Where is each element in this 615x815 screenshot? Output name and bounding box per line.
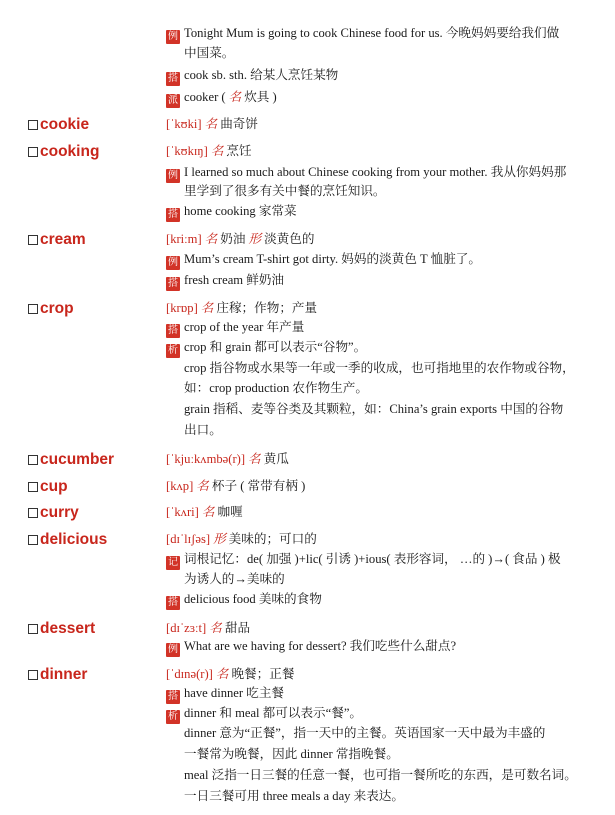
definition-2: 淡黄色的: [264, 232, 315, 246]
example-tag-icon: 例: [168, 644, 178, 655]
memory-line: [166, 550, 586, 570]
definition-line: [166, 530, 586, 549]
checkbox-icon: [28, 482, 38, 492]
definition: 杯子 ( 常带有柄 ): [211, 479, 306, 493]
definition-line: [166, 115, 586, 134]
derivative-definition: 炊具 ): [244, 90, 277, 104]
collocation-text: fresh cream 鲜奶油: [184, 273, 285, 287]
memory-line-cont: 为诱人的→美味的: [184, 572, 285, 586]
analysis-line-5: 一日三餐可用 three meals a day 来表达。: [184, 789, 404, 803]
collocation-line: [166, 66, 586, 86]
headword: [28, 477, 68, 496]
definition: 庄稼；作物；产量: [216, 301, 318, 315]
checkbox-icon: [28, 508, 38, 518]
derivative-word: cooker (: [184, 90, 226, 104]
example-text: Tonight Mum is going to cook Chinese food for us. 今晚妈妈要给我们做: [184, 26, 560, 40]
definition: 曲奇饼: [220, 117, 258, 131]
headword: [28, 115, 89, 134]
derivative-tag-icon: 派: [168, 95, 178, 106]
analysis-line-3: 如：crop production 农作物生产。: [184, 381, 368, 395]
phonetic: [ˈkʊkɪŋ]: [166, 144, 208, 158]
analysis-line-5: 出口。: [184, 423, 222, 437]
analysis-line-4: meal 泛指一日三餐的任意一餐，也可指一餐所吃的东西，是可数名词。: [184, 768, 577, 782]
headword: [28, 619, 95, 638]
phonetic: [kʌp]: [166, 479, 194, 493]
collocation-line: [166, 271, 586, 291]
checkbox-icon: [28, 624, 38, 634]
phonetic: [ˈkʊki]: [166, 117, 202, 131]
headword: [28, 142, 99, 161]
headword-text: curry: [40, 504, 79, 521]
definition: 美味的；可口的: [228, 532, 317, 546]
phonetic: [dɪˈzɜːt]: [166, 621, 207, 635]
analysis-line-2: dinner 意为“正餐”，指一天中的主餐。英语国家一天中最为丰盛的: [184, 726, 546, 740]
collocation-text: home cooking 家常菜: [184, 204, 297, 218]
part-of-speech: 名: [210, 144, 224, 158]
part-of-speech: 形: [213, 532, 226, 546]
phonetic: [kriːm]: [166, 232, 202, 246]
headword: [28, 230, 86, 249]
collocation-tag-icon: 搭: [168, 278, 178, 289]
definition-line: [166, 619, 586, 638]
collocation-text: delicious food 美味的食物: [184, 592, 322, 606]
definition: 咖喱: [217, 505, 243, 519]
memory-tag-icon: 记: [168, 557, 178, 568]
part-of-speech: 名: [204, 117, 218, 131]
headword-text: dessert: [40, 620, 96, 637]
part-of-speech: 名: [200, 301, 214, 315]
checkbox-icon: [28, 304, 38, 314]
analysis-line-2: crop 指谷物或水果等一年或一季的收成，也可指地里的农作物或谷物，: [184, 361, 575, 375]
headword-text: delicious: [40, 531, 108, 548]
memory-text: 词根记忆：de( 加强 )+lic( 引诱 )+ious( 表形容词， …的 )→( 食品 ) 极: [184, 552, 561, 566]
phonetic: [ˈdɪnə(r)]: [166, 667, 213, 681]
headword: [28, 450, 114, 469]
example-tag-icon: 例: [168, 170, 178, 181]
example-line-cont: 中国菜。: [184, 46, 235, 60]
example-line: [166, 637, 586, 657]
definition: 黄瓜: [263, 452, 289, 466]
headword-text: cooking: [40, 143, 100, 160]
part-of-speech: 名: [228, 90, 242, 104]
checkbox-icon: [28, 455, 38, 465]
analysis-line-4: grain 指稻、麦等谷类及其颗粒，如：China’s grain exports 中国的谷物: [184, 402, 564, 416]
definition-line: [166, 299, 586, 318]
headword: [28, 503, 79, 522]
definition: 奶油: [220, 232, 246, 246]
headword-text: cookie: [40, 116, 90, 133]
example-tag-icon: 例: [168, 31, 178, 42]
analysis-line: [166, 338, 586, 358]
collocation-line: [166, 202, 586, 222]
phonetic: [ˈkʌri]: [166, 505, 199, 519]
headword: [28, 665, 87, 684]
part-of-speech: 名: [196, 479, 209, 493]
headword-text: cucumber: [40, 451, 115, 468]
analysis-line-3: 一餐常为晚餐，因此 dinner 常指晚餐。: [184, 747, 399, 761]
part-of-speech: 名: [209, 621, 222, 635]
collocation-tag-icon: 搭: [168, 209, 178, 220]
definition-line: [166, 450, 586, 469]
definition-line: [166, 142, 586, 161]
checkbox-icon: [28, 120, 38, 130]
example-text: What are we having for dessert? 我们吃些什么甜点?: [184, 639, 457, 653]
headword: [28, 299, 74, 318]
collocation-line: [166, 318, 586, 338]
definition-line: [166, 230, 586, 249]
definition: 晚餐；正餐: [231, 667, 295, 681]
analysis-line: [166, 704, 586, 724]
analysis-text: crop 和 grain 都可以表示“谷物”。: [184, 340, 367, 354]
collocation-line: [166, 684, 586, 704]
example-text: Mum’s cream T-shirt got dirty. 妈妈的淡黄色 T 恤脏了。: [184, 252, 481, 266]
part-of-speech-2: 形: [248, 232, 262, 246]
example-line-cont: 里学到了很多有关中餐的烹饪知识。: [184, 184, 386, 198]
definition-line: [166, 503, 586, 522]
example-line: [166, 250, 586, 270]
phonetic: [krɒp]: [166, 301, 198, 315]
collocation-text: cook sb. sth. 给某人烹饪某物: [184, 68, 339, 82]
example-text: I learned so much about Chinese cooking from your mother. 我从你妈妈那: [184, 165, 567, 179]
analysis-text: dinner 和 meal 都可以表示“餐”。: [184, 706, 363, 720]
example-line: [166, 24, 586, 44]
checkbox-icon: [28, 670, 38, 680]
headword-text: crop: [40, 300, 74, 317]
collocation-tag-icon: 搭: [168, 597, 178, 608]
collocation-tag-icon: 搭: [168, 325, 178, 336]
headword-text: cream: [40, 231, 86, 248]
headword: [28, 530, 107, 549]
part-of-speech: 名: [215, 667, 229, 681]
collocation-tag-icon: 搭: [168, 73, 178, 84]
part-of-speech: 名: [201, 505, 215, 519]
analysis-tag-icon: 析: [168, 345, 178, 356]
example-line: [166, 163, 586, 183]
derivative-line: [166, 88, 586, 108]
definition-line: [166, 477, 586, 496]
checkbox-icon: [28, 235, 38, 245]
example-tag-icon: 例: [168, 257, 178, 268]
checkbox-icon: [28, 535, 38, 545]
definition-line: [166, 665, 586, 684]
collocation-line: [166, 590, 586, 610]
phonetic: [dɪˈlɪʃəs]: [166, 532, 211, 546]
definition: 烹饪: [226, 144, 252, 158]
collocation-text: crop of the year 年产量: [184, 320, 305, 334]
part-of-speech: 名: [248, 452, 261, 466]
collocation-tag-icon: 搭: [168, 691, 178, 702]
collocation-text: have dinner 吃主餐: [184, 686, 285, 700]
definition: 甜品: [224, 621, 251, 635]
phonetic: [ˈkjuːkʌmbə(r)]: [166, 452, 246, 466]
headword-text: cup: [40, 478, 68, 495]
part-of-speech: 名: [204, 232, 218, 246]
checkbox-icon: [28, 147, 38, 157]
headword-text: dinner: [40, 666, 88, 683]
analysis-tag-icon: 析: [168, 711, 178, 722]
